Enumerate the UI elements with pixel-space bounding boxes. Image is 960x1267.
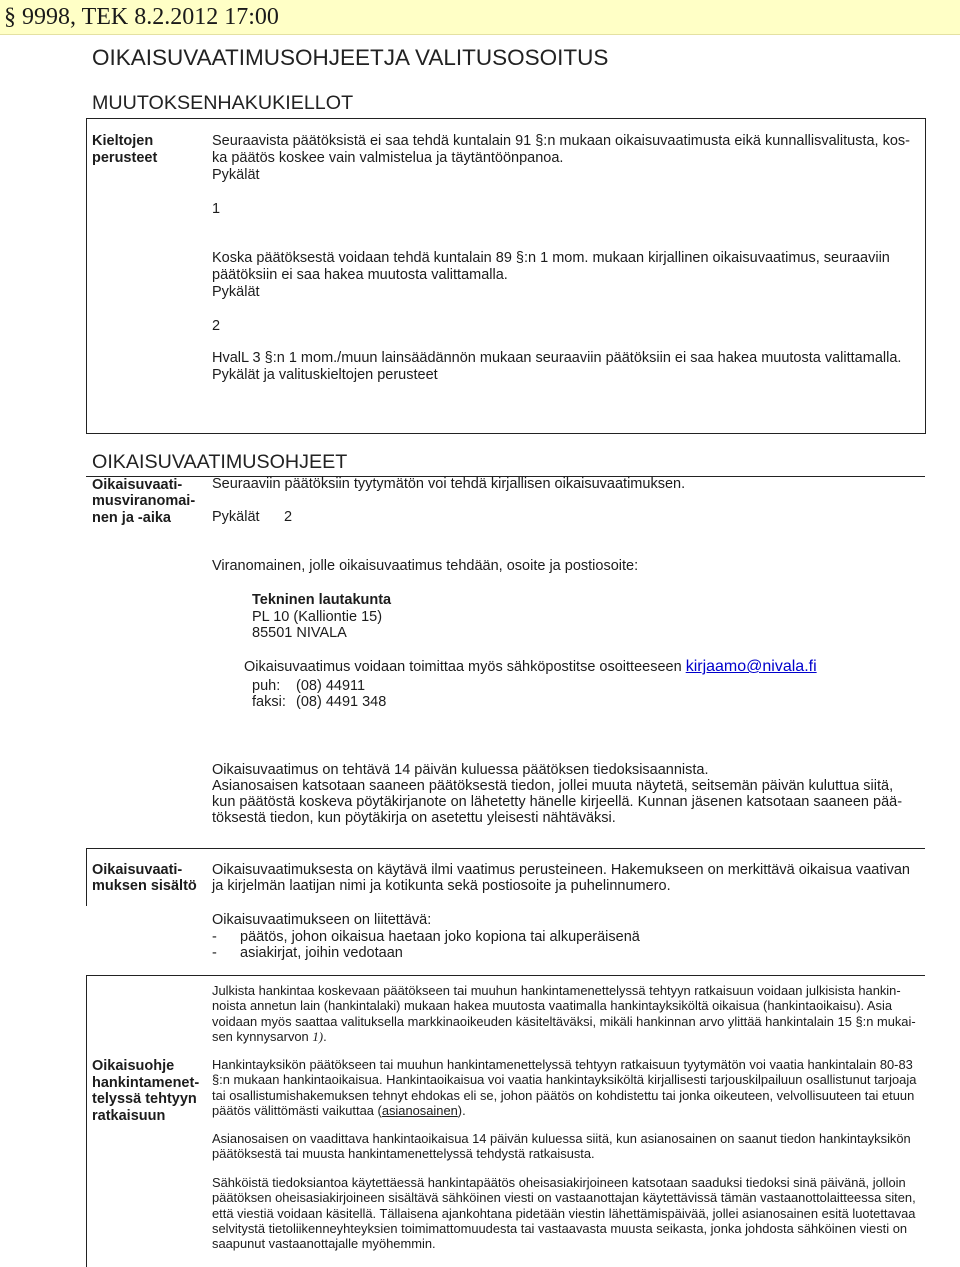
label-border <box>86 975 87 1267</box>
label-line: telyssä tehtyyn <box>92 1091 197 1107</box>
sections-value: 2 <box>284 509 293 525</box>
meeting-reference: § 9998, TEK 8.2.2012 17:00 <box>4 4 279 30</box>
appeal-bans-label <box>92 133 157 167</box>
document-title: OIKAISUVAATIMUSOHJEETJA VALITUSOSOITUS <box>92 45 609 70</box>
label-line: Oikaisuvaati- <box>92 477 183 493</box>
text-line: että viestiä voidaan käsitellä. Tällaisena ajankohtana pidetään viestin lähettämispäivää, jollei asianosainen esitä luotettavaa <box>212 1205 916 1221</box>
attachments-heading: Oikaisuvaatimukseen on liitettävä: <box>212 912 432 928</box>
text-line: Oikaisuvaatimuksesta on käytävä ilmi vaatimus perusteineen. Hakemukseen on merkittävä oikaisua vaativan <box>212 862 910 878</box>
underlined-term: asianosainen <box>381 1102 458 1118</box>
list-bullet: - <box>212 945 217 961</box>
content-label <box>92 862 197 894</box>
fax-label: faksi: <box>252 694 286 710</box>
email-line <box>244 658 817 676</box>
text-line <box>212 1029 916 1045</box>
procurement-label <box>92 1058 199 1124</box>
list-item: päätös, johon oikaisua haetaan joko kopiona tai alkuperäisenä <box>240 929 640 945</box>
address-line: 85501 NIVALA <box>252 625 347 641</box>
phone-label: puh: <box>252 678 281 694</box>
authority-intro: Seuraaviin päätöksiin tyytymätön voi tehdä kirjallisen oikaisuvaatimuksen. <box>212 476 686 492</box>
label-line: ratkaisuun <box>92 1107 166 1124</box>
text-span: päätös välittömästi vaikuttaa ( <box>212 1102 382 1118</box>
text-line <box>212 1103 916 1118</box>
text-line: noista annetun lain (hankintalaki) mukaan hakea muutosta vaatimalla hankintayksiköltä oikaisua (hankintaoikaisu). Asia <box>212 998 893 1014</box>
text-line: Julkista hankintaa koskevaan päätökseen tai muuhun hankintamenettelyssä tehtyyn ratkaisuun voidaan julkisista hankin- <box>212 983 901 998</box>
label-line: Kieltojen <box>92 133 154 149</box>
authority-address-intro: Viranomainen, jolle oikaisuvaatimus tehdään, osoite ja postiosoite: <box>212 558 639 574</box>
authority-address <box>252 592 391 642</box>
appeal-bans-intro <box>212 133 910 183</box>
text-line: ja kirjelmän laatijan nimi ja kotikunta sekä postiosoite ja puhelinnumero. <box>212 878 671 894</box>
text-span: ). <box>457 1102 466 1118</box>
email-text: Oikaisuvaatimus voidaan toimittaa myös sähköpostitse osoitteeseen <box>244 659 682 675</box>
label-line: Oikaisuohje <box>92 1058 175 1074</box>
text-line: kun päätöstä koskeva pöytäkirjanote on lähetetty hänelle kirjeellä. Kunnan jäsenen katsotaan saaneen pää- <box>212 794 903 810</box>
sections-label: Pykälät <box>212 283 260 300</box>
section-divider <box>86 975 925 976</box>
sections-value: 1 <box>212 201 221 217</box>
text-line: Pykälät ja valituskieltojen perusteet <box>212 366 438 383</box>
rectification-heading: OIKAISUVAATIMUSOHJEET <box>92 451 348 473</box>
sections-value: 2 <box>212 318 221 334</box>
procurement-paragraph-3 <box>212 1131 911 1162</box>
email-link[interactable]: kirjaamo@nivala.fi <box>685 658 817 675</box>
text-line: ka päätös koskee vain valmistelua ja täytäntöönpanoa. <box>212 149 564 166</box>
text-span: . <box>323 1028 327 1044</box>
label-line: hankintamenet- <box>92 1074 200 1091</box>
text-line: Seuraavista päätöksistä ei saa tehdä kuntalain 91 §:n mukaan oikaisuvaatimusta eikä kunnallisvalitusta, kos- <box>212 133 911 149</box>
text-line: päätöksestä tai muusta hankintamenettelyssä tehdystä ratkaisusta. <box>212 1146 595 1162</box>
text-line: tai osallistumishakemuksen tehnyt ehdokas eli se, johon päätös on kohdistettu tai jonka oikeuteen, velvollisuuteen tai etuun <box>212 1087 915 1103</box>
section-divider <box>86 848 925 849</box>
sections-label: Pykälät <box>212 166 260 183</box>
procurement-paragraph-2 <box>212 1057 916 1118</box>
address-line: PL 10 (Kalliontie 15) <box>252 608 383 625</box>
label-line: musviranomai- <box>92 493 196 510</box>
text-line: Asianosaisen katsotaan saaneen päätöksestä tiedon, jollei muuta näytetä, seitsemän päivän kuluttua siitä, <box>212 778 894 794</box>
text-line: saapunut vastaanottajalle myöhemmin. <box>212 1236 436 1252</box>
text-line: HvalL 3 §:n 1 mom./muun lainsäädännön mukaan seuraaviin päätöksiin ei saa hakea muutosta valittamalla. <box>212 350 902 366</box>
procurement-paragraph-1 <box>212 983 916 1045</box>
list-bullet: - <box>212 929 217 945</box>
rectification-rule <box>212 250 890 300</box>
text-line: päätöksiin ei saa hakea muutosta valittamalla. <box>212 266 508 283</box>
phone-value: (08) 44911 <box>296 678 366 694</box>
authority-label <box>92 477 195 526</box>
content-text <box>212 862 910 894</box>
fax-value: (08) 4491 348 <box>296 694 387 710</box>
label-border <box>86 848 87 906</box>
text-span: sen kynnysarvon <box>212 1028 313 1044</box>
footnote-marker: 1) <box>312 1029 324 1044</box>
text-line: selvitystä tietoliikenneyhteyksien toimimattomuudesta tai vastaavasta muusta seikasta, jonka johdosta sähköinen viesti on <box>212 1220 908 1236</box>
text-line: Oikaisuvaatimus on tehtävä 14 päivän kuluessa päätöksen tiedoksisaannista. <box>212 762 709 778</box>
label-line: Oikaisuvaati- <box>92 862 183 878</box>
procurement-paragraph-4 <box>212 1175 916 1251</box>
text-line: töksestä tiedon, kun pöytäkirja on asetettu yleisesti nähtäväksi. <box>212 810 616 826</box>
appeal-bans-heading: MUUTOKSENHAKUKIELLOT <box>92 92 354 114</box>
list-item: asiakirjat, joihin vedotaan <box>240 945 403 961</box>
text-line: voidaan myös saattaa valituksella markkinaoikeuden käsiteltäväksi, mikäli hankinnan arvo ylittää hankintalain 15 §:n mukai- <box>212 1013 916 1029</box>
label-line: muksen sisältö <box>92 878 197 894</box>
text-line: Sähköistä tiedoksiantoa käytettäessä hankintapäätös oheisasiakirjoineen katsotaan saaduksi tiedoksi sinä päivänä, jolloin <box>212 1175 906 1190</box>
other-law-rule <box>212 350 901 384</box>
text-line: §:n mukaan hankintaoikaisua. Hankintaoikaisua voi vaatia hankintayksiköltä kirjallisesti tarjouskilpailuun osallistunut tarjoaja <box>212 1072 917 1088</box>
text-line: Asianosaisen on vaadittava hankintaoikaisua 14 päivän kuluessa siitä, kun asianosainen on saanut tiedon hankintayksikön <box>212 1131 911 1146</box>
text-line: päätöksen oheisasiakirjoineen sisältävä sähköinen viesti on vastaanottajan käytettävissä tämän vastaanottolaitteessa siten, <box>212 1190 916 1206</box>
authority-name: Tekninen lautakunta <box>252 592 392 608</box>
label-line: nen ja -aika <box>92 509 171 526</box>
text-line: Koska päätöksestä voidaan tehdä kuntalain 89 §:n 1 mom. mukaan kirjallinen oikaisuvaatimus, seuraaviin <box>212 250 890 266</box>
label-line: perusteet <box>92 149 158 166</box>
text-line: Hankintayksikön päätökseen tai muuhun hankintamenettelyssä tehtyyn ratkaisuun tyytymätön voi vaatia hankintalain 80-83 <box>212 1057 913 1072</box>
deadline-text <box>212 762 902 826</box>
sections-label: Pykälät <box>212 509 260 525</box>
